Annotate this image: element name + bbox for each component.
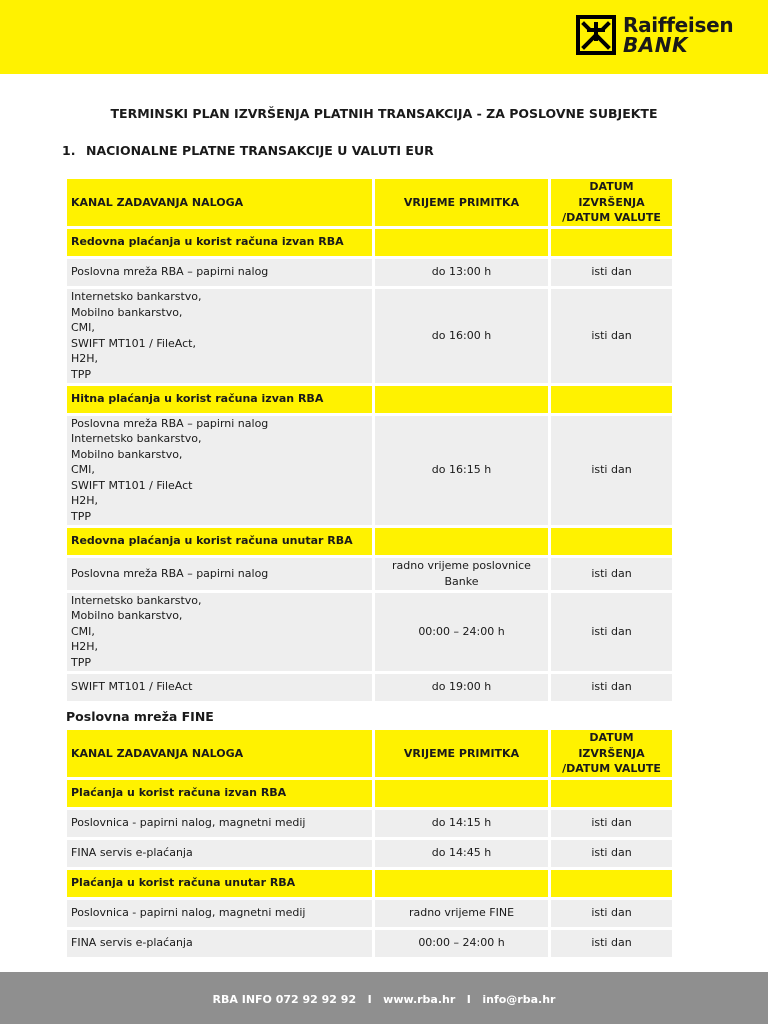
category-label: Plaćanja u korist računa izvan RBA: [67, 780, 372, 807]
channel-cell: Internetsko bankarstvo, Mobilno bankarstvo, CMI, H2H, TPP: [67, 593, 372, 671]
table-row: [67, 840, 672, 867]
channel-cell: FINA servis e-plaćanja: [67, 840, 372, 867]
value-date-cell: isti dan: [551, 558, 672, 590]
time-cell: do 14:15 h: [375, 810, 548, 837]
time-cell: radno vrijeme poslovnice Banke: [375, 558, 548, 590]
time-cell: do 16:00 h: [375, 289, 548, 383]
table-row: [67, 674, 672, 701]
header-bar: [0, 0, 768, 74]
value-date-cell: isti dan: [551, 900, 672, 927]
table-header-row: [67, 179, 672, 226]
brand-name: Raiffeisen: [623, 13, 734, 37]
value-date-cell: isti dan: [551, 930, 672, 957]
document-title: TERMINSKI PLAN IZVRŠENJA PLATNIH TRANSAKCIJA - ZA POSLOVNE SUBJEKTE: [110, 106, 658, 121]
raiffeisen-gable-cross-icon: [575, 14, 617, 56]
brand-subname: BANK: [623, 33, 688, 57]
value-date-cell: isti dan: [551, 259, 672, 286]
column-header: VRIJEME PRIMITKA: [375, 179, 548, 226]
channel-cell: Internetsko bankarstvo, Mobilno bankarstvo, CMI, SWIFT MT101 / FileAct, H2H, TPP: [67, 289, 372, 383]
category-label: Plaćanja u korist računa unutar RBA: [67, 870, 372, 897]
table-row: [67, 416, 672, 525]
table-row: [67, 900, 672, 927]
channel-cell: SWIFT MT101 / FileAct: [67, 674, 372, 701]
channel-cell: Poslovna mreža RBA – papirni nalog: [67, 558, 372, 590]
table-header-row: [67, 730, 672, 777]
section-number: 1.: [62, 143, 76, 158]
category-row: [67, 780, 672, 807]
column-header: KANAL ZADAVANJA NALOGA: [67, 730, 372, 777]
table-row: [67, 810, 672, 837]
category-label: Hitna plaćanja u korist računa izvan RBA: [67, 386, 372, 413]
eur-transactions-table: [64, 176, 675, 704]
footer-bar: [0, 972, 768, 1024]
category-row: [67, 229, 672, 256]
table-row: [67, 558, 672, 590]
table-row: [67, 930, 672, 957]
footer-contact: RBA INFO 072 92 92 92 I www.rba.hr I info@rba.hr: [212, 993, 556, 1006]
channel-cell: Poslovnica - papirni nalog, magnetni medij: [67, 900, 372, 927]
category-row: [67, 386, 672, 413]
value-date-cell: isti dan: [551, 840, 672, 867]
column-header: DATUM IZVRŠENJA /DATUM VALUTE: [551, 730, 672, 777]
table-row: [67, 289, 672, 383]
channel-cell: Poslovnica - papirni nalog, magnetni medij: [67, 810, 372, 837]
section-title: NACIONALNE PLATNE TRANSAKCIJE U VALUTI EUR: [86, 143, 434, 158]
category-row: [67, 870, 672, 897]
channel-cell: FINA servis e-plaćanja: [67, 930, 372, 957]
table-row: [67, 593, 672, 671]
time-cell: do 14:45 h: [375, 840, 548, 867]
value-date-cell: isti dan: [551, 416, 672, 525]
category-label: Redovna plaćanja u korist računa unutar RBA: [67, 528, 372, 555]
time-cell: 00:00 – 24:00 h: [375, 593, 548, 671]
time-cell: radno vrijeme FINE: [375, 900, 548, 927]
time-cell: do 13:00 h: [375, 259, 548, 286]
time-cell: do 16:15 h: [375, 416, 548, 525]
table-row: [67, 259, 672, 286]
channel-cell: Poslovna mreža RBA – papirni nalog: [67, 259, 372, 286]
column-header: VRIJEME PRIMITKA: [375, 730, 548, 777]
column-header: DATUM IZVRŠENJA /DATUM VALUTE: [551, 179, 672, 226]
fina-transactions-table: [64, 727, 675, 960]
time-cell: 00:00 – 24:00 h: [375, 930, 548, 957]
channel-cell: Poslovna mreža RBA – papirni nalog Internetsko bankarstvo, Mobilno bankarstvo, CMI, SWIFT MT101 / FileAct H2H, TPP: [67, 416, 372, 525]
value-date-cell: isti dan: [551, 810, 672, 837]
section-1-heading: [62, 143, 434, 158]
raiffeisen-logo: [575, 14, 733, 56]
column-header: KANAL ZADAVANJA NALOGA: [67, 179, 372, 226]
category-label: Redovna plaćanja u korist računa izvan RBA: [67, 229, 372, 256]
value-date-cell: isti dan: [551, 289, 672, 383]
value-date-cell: isti dan: [551, 674, 672, 701]
fina-network-heading: Poslovna mreža FINE: [66, 709, 214, 724]
category-row: [67, 528, 672, 555]
value-date-cell: isti dan: [551, 593, 672, 671]
time-cell: do 19:00 h: [375, 674, 548, 701]
